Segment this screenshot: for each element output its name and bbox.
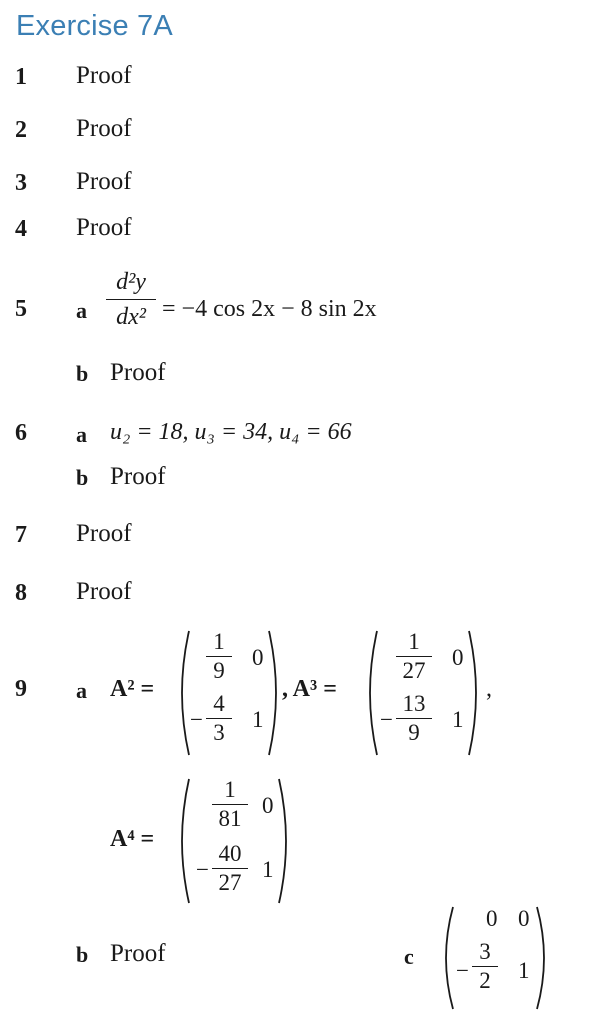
answer-7: Proof	[76, 520, 132, 547]
a2-r1c1-den: 9	[213, 658, 225, 683]
matrix-a2-label: A² =	[110, 676, 155, 702]
page-title: Exercise 7A	[16, 10, 173, 42]
a2-r2c1-den: 3	[213, 720, 225, 745]
answer-4: Proof	[76, 214, 132, 241]
a3-trailing-comma: ,	[486, 676, 492, 702]
derivative-denominator: dx²	[116, 304, 146, 330]
fraction-bar	[396, 656, 432, 657]
a3-r2c1-fraction	[396, 692, 432, 745]
a3-r1c2: 0	[452, 645, 464, 670]
question-number-4: 4	[15, 216, 27, 242]
question-number-5: 5	[15, 296, 27, 322]
question-number-1: 1	[15, 64, 27, 90]
left-paren-icon	[172, 776, 192, 906]
a4-r2c1-den: 27	[218, 870, 242, 895]
question-number-8: 8	[15, 580, 27, 606]
question-number-9: 9	[15, 676, 27, 702]
matrix-a4-label: A⁴ =	[110, 826, 155, 852]
answer-6a: u₂ = 18, u₃ = 34, u₄ = 66	[110, 419, 352, 445]
answer-3: Proof	[76, 168, 132, 195]
a2-r1c1-num: 1	[213, 629, 225, 654]
left-paren-icon	[172, 628, 192, 758]
a2-r1c1-fraction	[206, 630, 232, 683]
matrix-a3-label: , A³ =	[282, 676, 337, 702]
c-r1c1: 0	[486, 906, 498, 931]
c-r2c1-sign: −	[456, 958, 469, 983]
part-label-5b: b	[76, 361, 89, 386]
fraction-bar	[212, 868, 248, 869]
part-label-9b: b	[76, 942, 89, 967]
question-number-3: 3	[15, 170, 27, 196]
c-r2c1-num: 3	[479, 939, 491, 964]
a4-r1c1-fraction	[212, 778, 248, 831]
question-number-7: 7	[15, 522, 27, 548]
right-paren-icon	[276, 776, 296, 906]
a3-r1c1-fraction	[396, 630, 432, 683]
part-label-5a: a	[76, 298, 87, 323]
a3-r2c1-sign: −	[380, 707, 393, 732]
c-r2c2: 1	[518, 958, 530, 983]
a3-r2c2: 1	[452, 707, 464, 732]
a3-r2c1-den: 9	[408, 720, 420, 745]
a4-r1c2: 0	[262, 793, 274, 818]
a2-r1c2: 0	[252, 645, 264, 670]
part-label-6b: b	[76, 465, 89, 490]
a4-r1c1-num: 1	[224, 777, 236, 802]
answer-1: Proof	[76, 62, 132, 89]
part-label-9c: c	[404, 944, 414, 969]
right-paren-icon	[466, 628, 486, 758]
a4-r2c1-num: 40	[218, 841, 242, 866]
a2-r2c1-num: 4	[213, 691, 225, 716]
fraction-bar	[472, 966, 498, 967]
a2-r2c1-fraction	[206, 692, 232, 745]
answer-9b: Proof	[110, 940, 166, 967]
fraction-bar	[206, 656, 232, 657]
answer-8: Proof	[76, 578, 132, 605]
right-paren-icon	[534, 904, 554, 1012]
part-label-6a: a	[76, 422, 87, 447]
fraction-bar	[212, 804, 248, 805]
left-paren-icon	[436, 904, 456, 1012]
c-r1c2: 0	[518, 906, 530, 931]
a3-r1c1-num: 1	[408, 629, 420, 654]
part-label-9a: a	[76, 678, 87, 703]
answer-2: Proof	[76, 115, 132, 142]
a4-r2c1-sign: −	[196, 857, 209, 882]
fraction-bar	[396, 718, 432, 719]
fraction-bar	[106, 299, 156, 300]
left-paren-icon	[360, 628, 380, 758]
answer-5a: = −4 cos 2x − 8 sin 2x	[162, 296, 377, 322]
c-r2c1-den: 2	[479, 968, 491, 993]
a3-r2c1-num: 13	[402, 691, 426, 716]
derivative-fraction	[106, 268, 156, 331]
a2-r2c2: 1	[252, 707, 264, 732]
question-number-2: 2	[15, 117, 27, 143]
answer-6b: Proof	[110, 463, 166, 490]
a2-r2c1-sign: −	[190, 707, 203, 732]
a3-r1c1-den: 27	[402, 658, 426, 683]
c-r2c1-fraction	[472, 940, 498, 993]
fraction-bar	[206, 718, 232, 719]
question-number-6: 6	[15, 420, 27, 446]
a4-r1c1-den: 81	[218, 806, 242, 831]
a4-r2c2: 1	[262, 857, 274, 882]
a4-r2c1-fraction	[212, 842, 248, 895]
derivative-numerator: d²y	[116, 269, 146, 295]
answer-5b: Proof	[110, 359, 166, 386]
